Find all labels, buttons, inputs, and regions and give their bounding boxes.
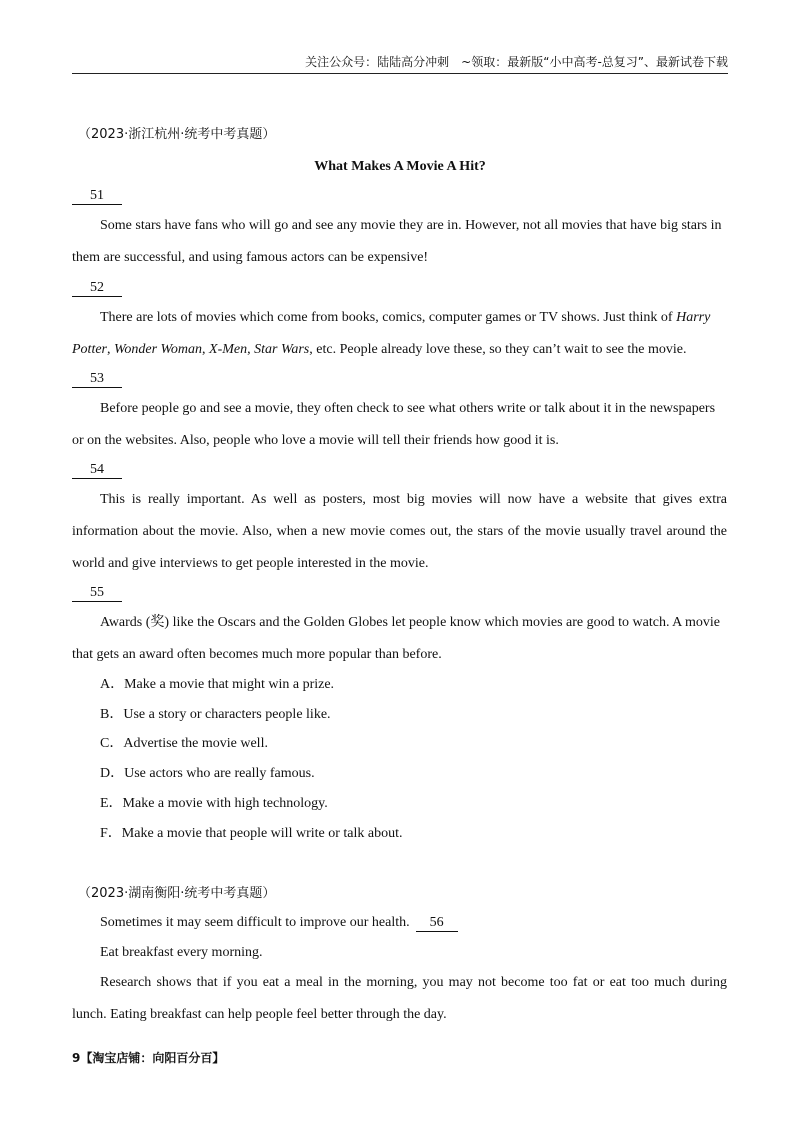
option-b: B．Use a story or characters people like.: [100, 707, 331, 722]
passage1-source: （2023·浙江杭州·统考中考真题）: [78, 127, 276, 142]
passage2-heading: Eat breakfast every morning.: [100, 945, 263, 960]
passage2-line1: Research shows that if you eat a meal in the morning, you may not become too fat or eat too much during: [100, 975, 727, 990]
sep-3: ,: [247, 342, 255, 357]
title-potter: Potter: [72, 342, 107, 357]
blank-51: 51: [72, 187, 122, 205]
option-c: C．Advertise the movie well.: [100, 736, 268, 751]
paragraph-52-line1: [100, 309, 710, 327]
page-header: 关注公众号：陆陆高分冲刺 ~领取：最新版“小中高考-总复习”、最新试卷下载: [72, 54, 728, 74]
title-harry: Harry: [676, 310, 711, 325]
blank-54: 54: [72, 461, 122, 479]
paragraph-51-line2: them are successful, and using famous actors can be expensive!: [72, 250, 429, 265]
option-d: D．Use actors who are really famous.: [100, 766, 315, 781]
paragraph-54-line2: information about the movie. Also, when a new movie comes out, the stars of the movie usually travel around the: [72, 524, 727, 539]
paragraph-51-line1: Some stars have fans who will go and see any movie they are in. However, not all movies that have big stars in: [100, 218, 722, 233]
passage2-source: （2023·湖南衡阳·统考中考真题）: [78, 886, 276, 901]
paragraph-53-line1: Before people go and see a movie, they often check to see what others write or talk about it in the newspapers: [100, 401, 716, 416]
blank-56: 56: [416, 915, 458, 932]
paragraph-54-line3: world and give interviews to get people interested in the movie.: [72, 556, 429, 571]
paragraph-55-line2: that gets an award often becomes much more popular than before.: [72, 647, 442, 662]
blank-53: 53: [72, 370, 122, 388]
option-e: E．Make a movie with high technology.: [100, 796, 328, 811]
title-star-wars: Star Wars: [254, 342, 310, 357]
paragraph-52-text-end: , etc. People already love these, so they can’t wait to see the movie.: [309, 342, 687, 357]
option-a: A．Make a movie that might win a prize.: [100, 677, 335, 692]
passage1-title: What Makes A Movie A Hit?: [314, 159, 486, 174]
option-f: F．Make a movie that people will write or talk about.: [100, 826, 403, 841]
paragraph-53-line2: or on the websites. Also, people who love a movie will tell their friends how good it is.: [72, 433, 559, 448]
paragraph-52-text-a: There are lots of movies which come from books, comics, computer games or TV shows. Just think of: [100, 310, 677, 325]
title-wonder-woman: Wonder Woman: [114, 342, 203, 357]
blank-55: 55: [72, 584, 122, 602]
passage2-intro: Sometimes it may seem difficult to improve our health.: [100, 915, 410, 930]
title-x-men: X-Men: [209, 342, 248, 357]
blank-52: 52: [72, 279, 122, 297]
paragraph-54-line1: This is really important. As well as posters, most big movies will now have a website that gives extra: [100, 492, 727, 507]
sep-1: ,: [107, 342, 114, 357]
paragraph-52-line2: [72, 341, 686, 359]
page-footer: 9【淘宝店铺：向阳百分百】: [72, 1051, 225, 1065]
passage2-intro-line: [100, 914, 458, 932]
paragraph-55-line1: Awards (奖) like the Oscars and the Golden Globes let people know which movies are good to watch. A movie: [100, 615, 721, 630]
sep-2: ,: [202, 342, 210, 357]
passage2-line2: lunch. Eating breakfast can help people feel better through the day.: [72, 1007, 447, 1022]
